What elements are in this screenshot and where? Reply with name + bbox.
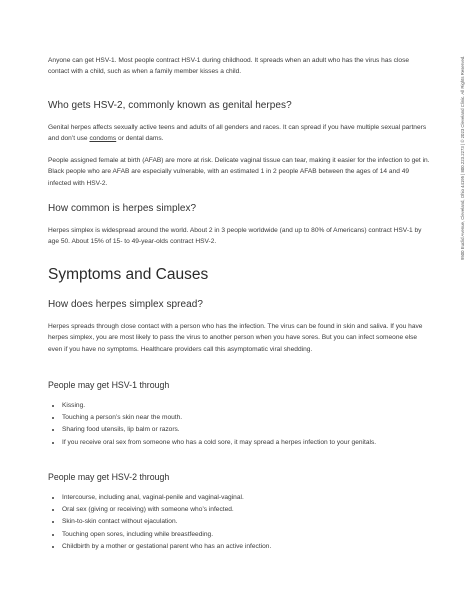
list-item: • Intercourse, including anal, vaginal-penile and vaginal-vaginal. — [62, 492, 446, 504]
symptoms-and-causes-heading: Symptoms and Causes — [48, 266, 209, 283]
hsv2-through-list — [48, 492, 446, 553]
list-item: • Touching a person’s skin near the mouth. — [62, 412, 446, 424]
condoms-link[interactable]: condoms — [89, 135, 117, 143]
list-item: • Oral sex (giving or receiving) with someone who’s infected. — [62, 504, 446, 516]
how-common-paragraph: Herpes simplex is widespread around the world. About 2 in 3 people worldwide (and up to 80% of Americans) contract HSV-1 by age 50. About 15% of 15- to 49-year-olds contract HSV-2. — [48, 227, 422, 246]
list-item: • Touching open sores, including while breastfeeding. — [62, 529, 446, 541]
who-gets-hsv2-text-after: or dental dams. — [116, 135, 164, 143]
side-footer-text: 9500 Euclid Avenue, Cleveland, Ohio 44195 | 800.223.2273 | © 2023 Cleveland Clinic. All Rights Reserved. — [460, 55, 465, 260]
hsv1-through-list — [48, 400, 446, 449]
intro-paragraph: Anyone can get HSV-1. Most people contract HSV-1 during childhood. It spreads when an adult who has the virus has close contact with a child, such as when a family member kisses a child. — [48, 57, 410, 76]
list-item: • Skin-to-skin contact without ejaculation. — [62, 516, 446, 528]
who-gets-hsv2-paragraph-2: People assigned female at birth (AFAB) are more at risk. Delicate vaginal tissue can tear, making it easier for the infection to get in. Black people who are AFAB are especially vulnerable, with an estimated 1 in 2 people AFAB between the ages of 14 and 49 infected with HSV-2. — [48, 157, 430, 187]
list-item: • Sharing food utensils, lip balm or razors. — [62, 424, 446, 436]
list-item: • Kissing. — [62, 400, 446, 412]
how-common-heading: How common is herpes simplex? — [48, 203, 197, 214]
how-spread-heading: How does herpes simplex spread? — [48, 299, 203, 310]
side-footer-note — [453, 55, 465, 260]
hsv2-through-heading: People may get HSV-2 through — [48, 472, 170, 482]
who-gets-hsv2-heading: Who gets HSV-2, commonly known as genital herpes? — [48, 100, 292, 111]
how-spread-paragraph: Herpes spreads through close contact with a person who has the infection. The virus can be found in skin and saliva. If you have herpes simplex, you are most likely to pass the virus to another person when you have sores. But you can infect someone else even if you have no symptoms. Healthcare providers call this asymptomatic viral shedding. — [48, 323, 423, 353]
list-item: • Childbirth by a mother or gestational parent who has an active infection. — [62, 541, 446, 553]
list-item: • If you receive oral sex from someone who has a cold sore, it may spread a herpes infection to your genitals. — [62, 437, 446, 449]
who-gets-hsv2-text-before: Genital herpes affects sexually active teens and adults of all genders and races. It can spread if you have multiple sexual partners and don’t use — [48, 124, 427, 143]
hsv1-through-heading: People may get HSV-1 through — [48, 380, 170, 390]
who-gets-hsv2-paragraph-1 — [48, 122, 432, 145]
